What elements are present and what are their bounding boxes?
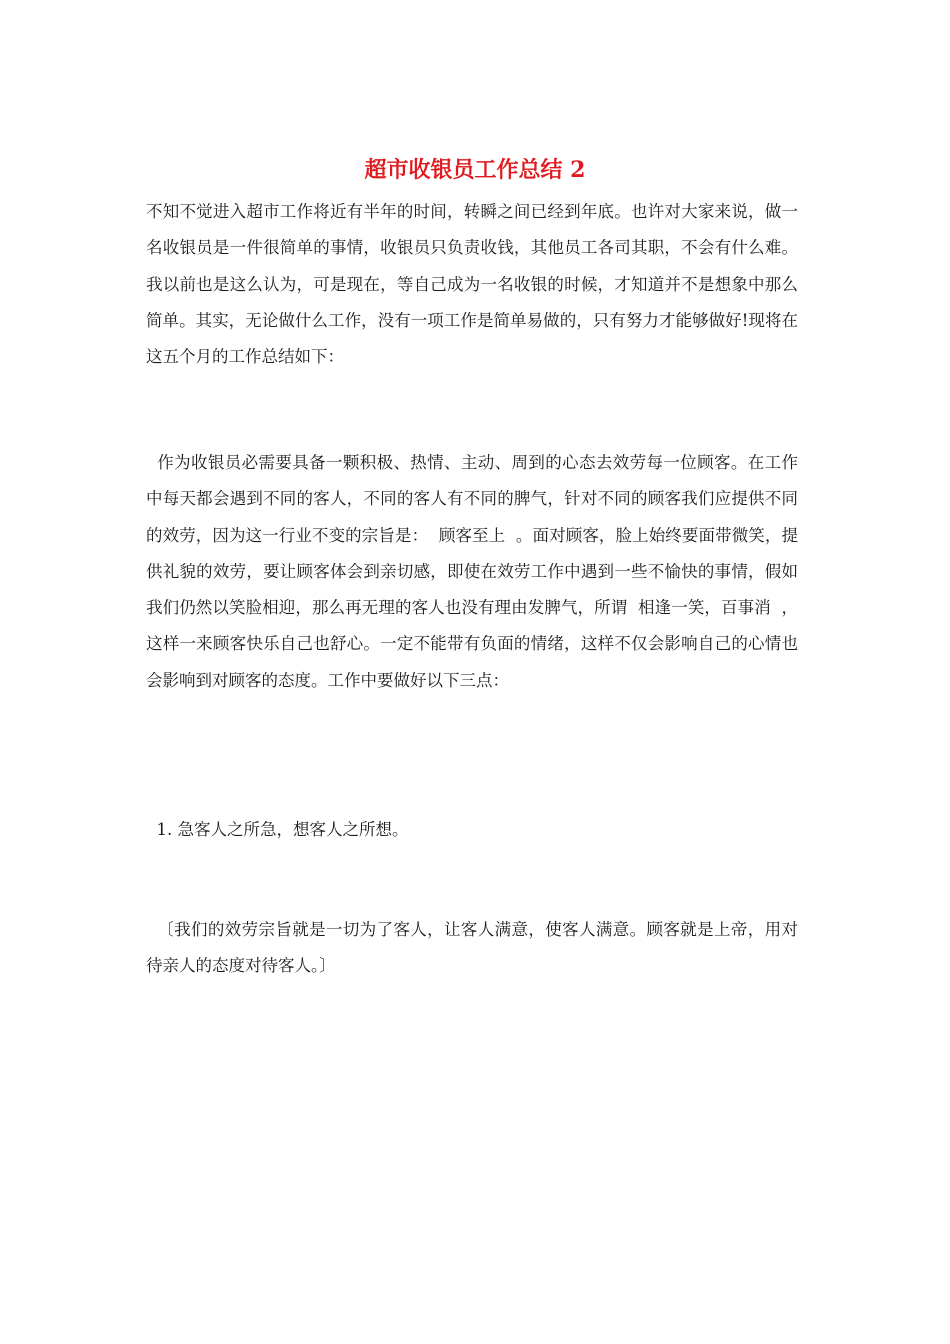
paragraph-attitude: 作为收银员必需要具备一颗积极、热情、主动、周到的心态去效劳每一位顾客。在工作中每天都会遇到不同的客人，不同的客人有不同的脾气，针对不同的顾客我们应提供不同的效劳，因为这一行业不变的宗旨是： 顾客至上 。面对顾客，脸上始终要面带微笑，提供礼貌的效劳，要让顾客体会到亲切感，即使在效劳工作中遇到一些不愉快的事情，假如我们仍然以笑脸相迎，那么再无理的客人也没有理由发脾气，所谓 相逢一笑，百事消 ，这样一来顾客快乐自己也舒心。一定不能带有负面的情绪，这样不仅会影响自己的心情也会影响到对顾客的态度。工作中要做好以下三点： <box>146 453 798 690</box>
document-title: 超市收银员工作总结 2 <box>364 157 586 183</box>
paragraph-service-tenet: 〔我们的效劳宗旨就是一切为了客人，让客人满意，使客人满意。顾客就是上帝，用对待亲人的态度对待客人。〕 <box>146 920 798 976</box>
paragraph-intro: 不知不觉进入超市工作将近有半年的时间，转瞬之间已经到年底。也许对大家来说，做一名收银员是一件很简单的事情，收银员只负责收钱，其他员工各司其职，不会有什么难。我以前也是这么认为，可是现在，等自己成为一名收银的时候，才知道并不是想象中那么简单。其实，无论做什么工作，没有一项工作是简单易做的，只有努力才能够做好!现将在这五个月的工作总结如下： <box>146 202 798 367</box>
list-item-point-1: 1. 急客人之所急，想客人之所想。 <box>146 820 409 839</box>
